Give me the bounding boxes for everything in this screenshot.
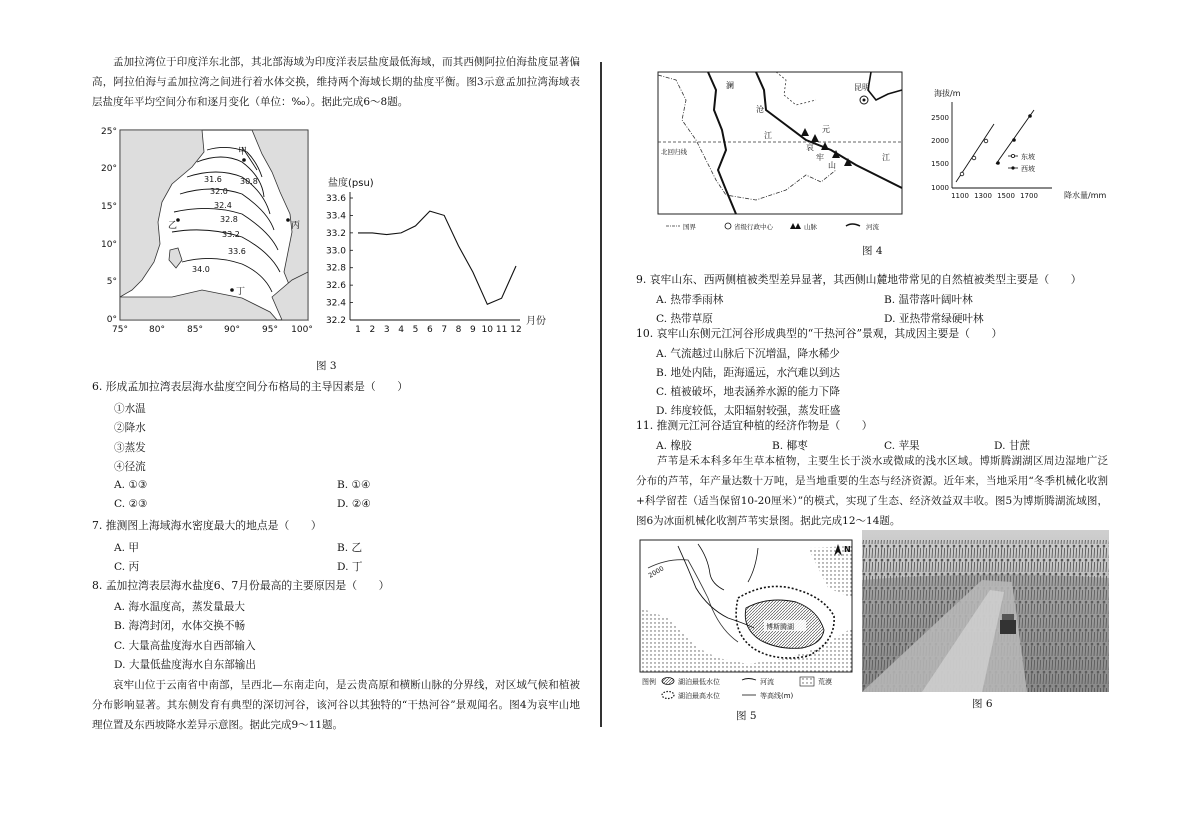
lon-label: 90° [224, 325, 240, 334]
q9-option-b[interactable]: B. 温带落叶阔叶林 [884, 294, 973, 306]
fig4-xtick: 1500 [997, 192, 1015, 200]
chart-xlabel: 月份 [526, 316, 546, 327]
map-label: 江 [764, 131, 772, 140]
x-tick-label: 11 [495, 325, 508, 335]
salinity-series-line [358, 211, 516, 304]
q7-option-a[interactable]: A. 甲 [114, 542, 139, 554]
point-ding: 丁 [236, 287, 246, 297]
lon-label: 100° [291, 325, 313, 334]
question-7-stem: 7. 推测图上海域海水密度最大的地点是（ ） [92, 519, 322, 532]
legend-capital: 省级行政中心 [734, 223, 773, 231]
y-tick-label: 32.8 [325, 263, 346, 274]
q6-item: ③蒸发 [114, 442, 146, 454]
intro-ailao-mountain: 哀牢山位于云南省中南部，呈西北—东南走向，是云贵高原和横断山脉的分界线，对区域气候和植被分布影响显著。其东侧发育有典型的深切河谷，该河谷以其独特的“干热河谷”景观闻名。图4为哀牢山地理位置及东西坡降水差异示意图。据此完成9～11题。 [92, 679, 580, 731]
y-tick-label: 33.6 [325, 194, 346, 204]
isoline-label: 33.2 [222, 230, 240, 239]
q9-option-c[interactable]: C. 热带草原 [656, 313, 713, 325]
fig4-ylabel: 海拔/m [934, 89, 961, 98]
y-tick-label: 33.0 [325, 246, 346, 257]
question-8-stem: 8. 孟加拉湾表层海水盐度6、7月份最高的主要原因是（ ） [92, 579, 390, 592]
map-label: 元 [822, 125, 830, 134]
x-tick-label: 5 [412, 325, 419, 335]
lat-label: 10° [101, 240, 117, 250]
isoline-label: 32.4 [214, 201, 232, 210]
q6-item: ④径流 [114, 461, 146, 473]
x-tick-label: 2 [369, 325, 376, 335]
q10-option-d[interactable]: D. 纬度较低，太阳辐射较强，蒸发旺盛 [656, 405, 841, 417]
lon-label: 80° [149, 325, 165, 334]
q11-option-a[interactable]: A. 橡胶 [656, 440, 692, 452]
x-tick-label: 8 [455, 325, 462, 335]
isoline-label: 34.0 [192, 265, 210, 274]
q8-option-a[interactable]: A. 海水温度高，蒸发量最大 [114, 601, 245, 613]
q7-option-c[interactable]: C. 丙 [114, 561, 140, 573]
fig3-salinity-map [92, 122, 317, 334]
x-tick-label: 9 [470, 325, 476, 335]
q11-option-c[interactable]: C. 苹果 [884, 440, 920, 452]
question-6-stem: 6. 形成孟加拉湾表层海水盐度空间分布格局的主导因素是（ ） [92, 380, 409, 393]
x-tick-label: 3 [383, 325, 390, 335]
lon-label: 75° [112, 325, 128, 334]
lon-label: 95° [262, 325, 278, 334]
q11-option-b[interactable]: B. 椰枣 [772, 440, 808, 452]
isoline-label: 32.8 [220, 215, 238, 224]
fig4-precip-chart [922, 86, 1062, 206]
right-column [630, 0, 1110, 815]
q11-option-d[interactable]: D. 甘蔗 [994, 440, 1031, 452]
legend-border: 国界 [683, 223, 696, 231]
fig4-caption: 图 4 [862, 245, 883, 257]
question-10-stem: 10. 哀牢山东侧元江河谷形成典型的“干热河谷”景观，其成因主要是（ ） [636, 327, 1003, 340]
lake-label: 博斯腾湖 [766, 623, 794, 631]
legend-high-water: 湖泊最高水位 [678, 692, 720, 700]
q6-item: ①水温 [114, 403, 146, 415]
x-tick-label: 12 [510, 325, 522, 335]
fig4-ytick: 2500 [931, 114, 949, 122]
q7-option-d[interactable]: D. 丁 [337, 561, 363, 573]
q6-option-b[interactable]: B. ①④ [337, 479, 371, 491]
q7-option-b[interactable]: B. 乙 [337, 542, 363, 554]
legend-contour: 等高线(m) [760, 692, 794, 700]
y-tick-label: 33.4 [325, 211, 346, 222]
north-label: N [844, 545, 851, 554]
legend-river: 河流 [760, 678, 774, 686]
lat-label: 5° [106, 277, 117, 287]
y-tick-label: 32.4 [325, 298, 346, 309]
y-tick-label: 32.2 [325, 316, 346, 326]
column-divider [600, 62, 602, 727]
lon-label: 85° [187, 325, 203, 334]
fig3-caption: 图 3 [316, 360, 337, 372]
isoline-label: 31.6 [204, 175, 222, 184]
legend-low-water: 湖泊最低水位 [678, 678, 720, 686]
point-jia: 甲 [238, 147, 248, 157]
fig4-ytick: 1000 [931, 184, 949, 192]
fig4-xtick: 1100 [951, 192, 969, 200]
x-tick-label: 7 [441, 325, 448, 335]
x-tick-label: 6 [426, 325, 433, 335]
fig6-reed-harvest-photo [862, 530, 1109, 692]
y-tick-label: 33.2 [325, 228, 346, 239]
legend-desert: 荒漠 [818, 678, 832, 686]
point-yi: 乙 [168, 221, 178, 231]
q6-option-a[interactable]: A. ①③ [114, 479, 148, 491]
chart-ylabel: 盐度(psu) [328, 178, 374, 189]
fig6-caption: 图 6 [972, 698, 993, 710]
fig4-ytick: 1500 [931, 160, 949, 168]
fig4-xtick: 1700 [1020, 192, 1038, 200]
map-label: 山 [828, 161, 836, 170]
q6-option-c[interactable]: C. ②③ [114, 498, 148, 510]
q10-option-a[interactable]: A. 气流越过山脉后下沉增温，降水稀少 [656, 348, 840, 360]
intro-bay-of-bengal: 孟加拉湾位于印度洋东北部，其北部海域为印度洋表层盐度最低海域，而其西侧阿拉伯海盐度显著偏高，阿拉伯海与孟加拉湾之间进行着水体交换，维持两个海域长期的盐度平衡。图3示意孟加拉湾海域表层盐度年平均空间分布和逐月变化（单位：‰）。据此完成6～8题。 [92, 56, 580, 108]
fig5-caption: 图 5 [736, 710, 757, 722]
question-9-stem: 9. 哀牢山东、西两侧植被类型差异显著，其西侧山麓地带常见的自然植被类型主要是（ ） [636, 273, 1082, 286]
fig4-xlabel: 降水量/mm [1064, 191, 1107, 200]
lat-label: 25° [101, 127, 117, 137]
fig4-xtick: 1300 [974, 192, 992, 200]
question-11-stem: 11. 推测元江河谷适宜种植的经济作物是（ ） [636, 419, 873, 432]
fig5-bosten-basin-map [638, 538, 856, 706]
map-label: 哀 [806, 143, 814, 152]
legend-river: 河流 [866, 223, 879, 231]
fig4-ytick: 2000 [931, 137, 949, 145]
map-label: 澜 [726, 81, 734, 90]
point-bing: 丙 [291, 221, 301, 231]
q9-option-d[interactable]: D. 亚热带常绿硬叶林 [884, 313, 984, 325]
map-label: 牢 [816, 153, 824, 162]
fig3-salinity-chart [320, 170, 560, 340]
y-tick-label: 32.6 [325, 281, 346, 292]
isoline-label: 30.8 [240, 177, 258, 186]
legend-mountain: 山脉 [804, 223, 817, 231]
legend-east-slope: 东坡 [1021, 153, 1035, 161]
q8-option-c[interactable]: C. 大量高盐度海水自西部输入 [114, 640, 256, 652]
legend-west-slope: 西坡 [1021, 165, 1035, 173]
map-label: 江 [882, 153, 890, 162]
left-column [92, 0, 592, 815]
contour-label: 2000 [647, 564, 666, 580]
kunming-label: 昆明 [854, 83, 870, 92]
q6-option-d[interactable]: D. ②④ [337, 498, 371, 510]
fig4-ailao-map [656, 70, 906, 235]
tropic-label: 北回归线 [661, 148, 687, 156]
q6-item: ②降水 [114, 422, 146, 434]
isoline-label: 32.0 [210, 187, 228, 196]
lat-label: 20° [101, 164, 117, 174]
intro-bosten-lake: 芦苇是禾本科多年生草本植物，主要生长于淡水或微咸的浅水区域。博斯腾湖湖区周边湿地广泛分布的芦苇，年产量达数十万吨，是当地重要的生态与经济资源。近年来，当地采用“冬季机械化收割+科学留茬（适当保留10-20厘米）”的模式，实现了生态、经济效益双丰收。图5为博斯腾湖流域图，图6为冰面机械化收割芦苇实景图。据此完成12～14题。 [636, 455, 1108, 527]
isoline-label: 33.6 [228, 247, 246, 256]
q10-option-c[interactable]: C. 植被破坏，地表涵养水源的能力下降 [656, 386, 840, 398]
x-tick-label: 10 [481, 325, 493, 335]
q9-option-a[interactable]: A. 热带季雨林 [656, 294, 724, 306]
legend-title: 图例 [642, 678, 656, 686]
lat-label: 0° [106, 315, 117, 325]
map-label: 沧 [756, 105, 764, 114]
q8-option-d[interactable]: D. 大量低盐度海水自东部输出 [114, 659, 256, 671]
q10-option-b[interactable]: B. 地处内陆，距海遥远，水汽难以到达 [656, 367, 841, 379]
q8-option-b[interactable]: B. 海湾封闭，水体交换不畅 [114, 620, 246, 632]
x-tick-label: 1 [355, 325, 361, 335]
lat-label: 15° [101, 202, 117, 212]
x-tick-label: 4 [398, 325, 404, 335]
